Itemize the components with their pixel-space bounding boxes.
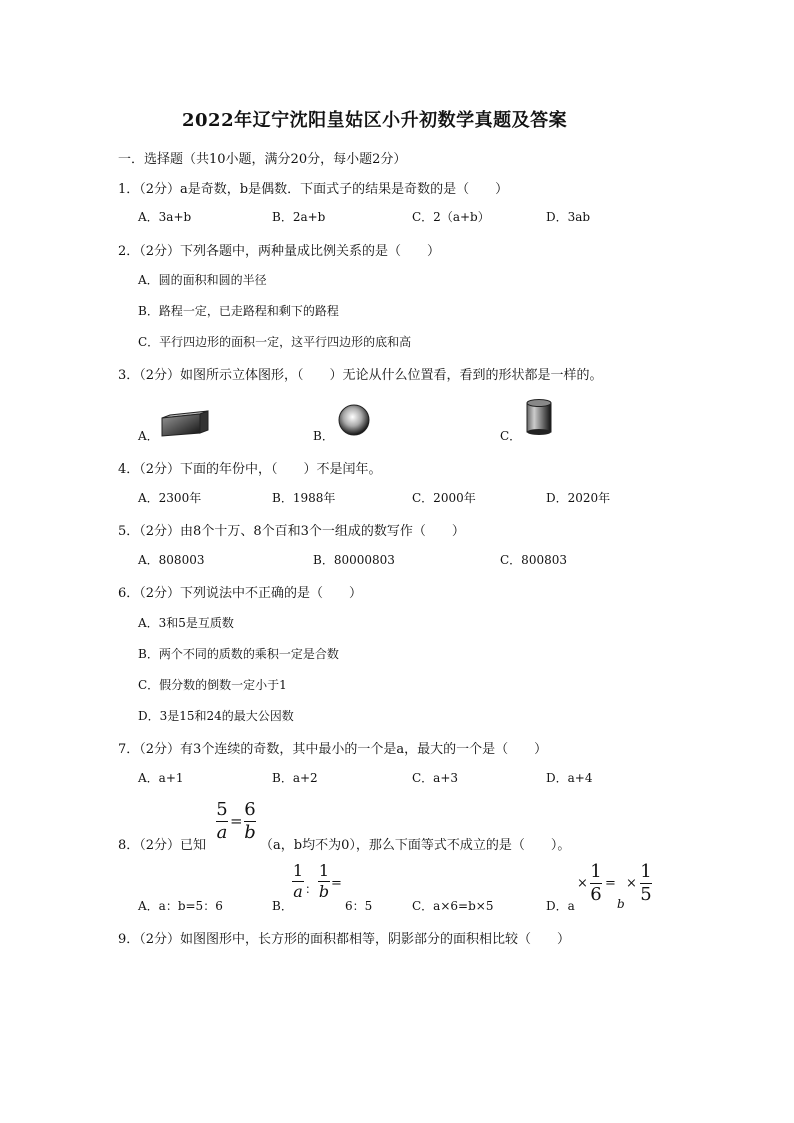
q7-option-a[interactable]: A．a+1 [138, 771, 184, 785]
q1-option-a[interactable]: A．3a+b [138, 210, 192, 224]
q8-b-fraction-1-over-a [292, 862, 304, 901]
sphere-figure [337, 403, 371, 437]
q8-b-f1-denominator: a [293, 882, 303, 901]
q5-option-c[interactable]: C．800803 [500, 553, 567, 567]
q4-option-d[interactable]: D．2020年 [546, 491, 611, 505]
q8-b-f2-numerator: 1 [318, 861, 330, 880]
q8-d-f1-numerator: 1 [590, 861, 602, 882]
q1-option-c[interactable]: C．2（a+b） [412, 210, 490, 224]
q4-option-a[interactable]: A．2300年 [138, 491, 202, 505]
q6-option-c[interactable]: C．假分数的倒数一定小于1 [138, 678, 287, 692]
cylinder-figure [524, 398, 554, 438]
q5-option-b[interactable]: B．80000803 [313, 553, 395, 567]
q8-option-a[interactable]: A．a：b=5：6 [138, 899, 223, 913]
q8-fraction-6-over-b [244, 800, 256, 843]
q8-option-d-prefix[interactable]: D．a [546, 899, 575, 913]
cuboid-figure [160, 410, 210, 438]
question-8-prefix: 8．（2分）已知 [118, 838, 207, 853]
q8-fraction-5-over-a [216, 800, 228, 843]
q6-option-d[interactable]: D．3是15和24的最大公因数 [138, 709, 294, 723]
question-2: 2．（2分）下列各题中，两种量成比例关系的是（ ） [118, 244, 441, 259]
q2-option-c[interactable]: C．平行四边形的面积一定，这平行四边形的底和高 [138, 335, 412, 349]
q7-option-b[interactable]: B．a+2 [272, 771, 318, 785]
q8-d-fraction-1-over-5 [640, 862, 652, 905]
q8-equals: = [230, 812, 243, 830]
q4-option-c[interactable]: C．2000年 [412, 491, 476, 505]
question-8-suffix: （a，b均不为0），那么下面等式不成立的是（ ）。 [260, 838, 571, 853]
question-9: 9．（2分）如图图形中，长方形的面积都相等，阴影部分的面积相比较（ ） [118, 932, 571, 947]
q8-f1-denominator: a [216, 822, 228, 843]
q8-d-times-2: × [626, 876, 637, 891]
q7-option-d[interactable]: D．a+4 [546, 771, 593, 785]
page-title: 2022年辽宁沈阳皇姑区小升初数学真题及答案 [182, 110, 568, 131]
q8-d-f2-denominator: 5 [640, 884, 652, 905]
q5-option-a[interactable]: A．808003 [138, 553, 205, 567]
q8-d-f1-denominator: 6 [590, 884, 602, 905]
q8-d-variable-b: b [617, 897, 625, 911]
q8-f2-denominator: b [244, 822, 256, 843]
q8-d-f2-numerator: 1 [640, 861, 652, 882]
q3-option-b[interactable]: B． [313, 429, 334, 443]
q4-option-b[interactable]: B．1988年 [272, 491, 336, 505]
q6-option-b[interactable]: B．两个不同的质数的乘积一定是合数 [138, 647, 339, 661]
q3-option-a[interactable]: A． [138, 429, 159, 443]
question-3: 3．（2分）如图所示立体图形，（ ）无论从什么位置看，看到的形状都是一样的。 [118, 368, 603, 383]
q8-d-fraction-1-over-6 [590, 862, 602, 905]
question-1: 1．（2分）a是奇数，b是偶数．下面式子的结果是奇数的是（ ） [118, 182, 509, 197]
question-6: 6．（2分）下列说法中不正确的是（ ） [118, 586, 363, 601]
question-7: 7．（2分）有3个连续的奇数，其中最小的一个是a，最大的一个是（ ） [118, 742, 548, 757]
q1-option-b[interactable]: B．2a+b [272, 210, 326, 224]
q8-f2-numerator: 6 [244, 799, 256, 820]
q8-b-f2-denominator: b [318, 882, 330, 901]
q8-d-equals: = [605, 876, 616, 891]
q7-option-c[interactable]: C．a+3 [412, 771, 459, 785]
q1-option-d[interactable]: D．3ab [546, 210, 591, 224]
q8-option-c[interactable]: C．a×6=b×5 [412, 899, 494, 913]
q8-f1-numerator: 5 [216, 799, 228, 820]
q8-option-b-ratio[interactable]: 6：5 [345, 899, 373, 913]
q8-b-f1-numerator: 1 [292, 861, 304, 880]
q2-option-b[interactable]: B．路程一定，已走路程和剩下的路程 [138, 304, 339, 318]
q8-b-colon: ： [305, 882, 318, 896]
q8-b-fraction-1-over-b [318, 862, 330, 901]
q3-option-c[interactable]: C． [500, 429, 522, 443]
q8-b-equals: = [331, 876, 342, 891]
question-5: 5．（2分）由8个十万、8个百和3个一组成的数写作（ ） [118, 524, 465, 539]
q6-option-a[interactable]: A．3和5是互质数 [138, 616, 234, 630]
section-heading: 一．选择题（共10小题，满分20分，每小题2分） [118, 152, 407, 167]
q8-d-times-1: × [577, 876, 588, 891]
q2-option-a[interactable]: A．圆的面积和圆的半径 [138, 273, 267, 287]
q8-option-b-prefix[interactable]: B． [272, 899, 293, 913]
question-4: 4．（2分）下面的年份中，（ ）不是闰年。 [118, 462, 382, 477]
